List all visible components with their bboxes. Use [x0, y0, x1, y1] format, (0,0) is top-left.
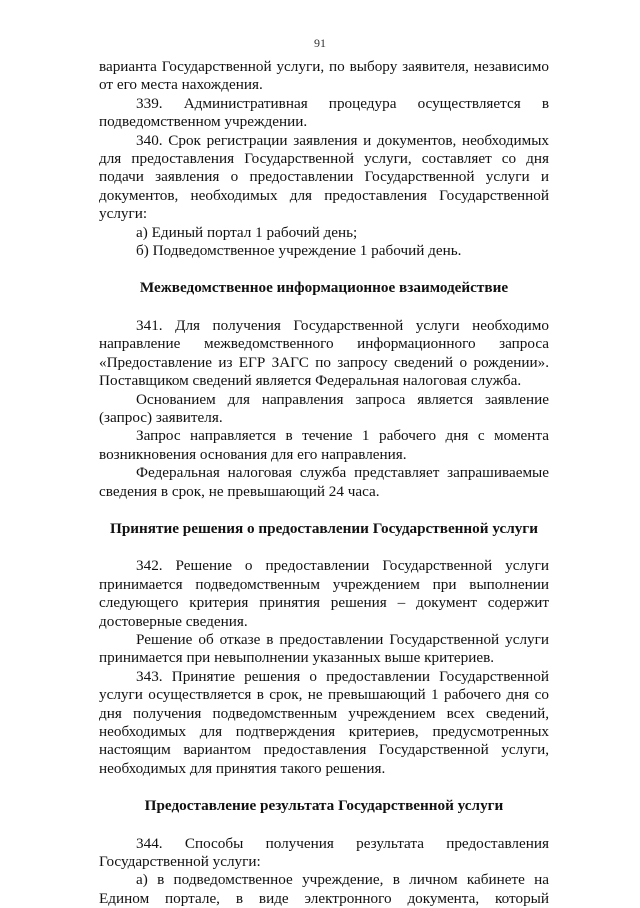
list-item-a: а) Единый портал 1 рабочий день; [136, 223, 358, 241]
section-heading-result: Предоставление результата Государственной услуги [144, 797, 504, 815]
paragraph: Федеральная налоговая служба представляет запрашиваемые сведения в срок, не превышающий 24 часа. [99, 464, 549, 500]
paragraph-344: 344. Способы получения результата предоставления Государственной услуги: [99, 834, 549, 871]
section-heading-decision: Принятие решения о предоставлении Государственной услуги [110, 519, 538, 537]
list-item-b: б) Подведомственное учреждение 1 рабочий день. [136, 242, 462, 260]
paragraph: Основанием для направления запроса является заявление (запрос) заявителя. [99, 390, 549, 426]
paragraph-339: 339. Административная процедура осуществляется в подведомственном учреждении. [99, 94, 549, 131]
paragraph-341: 341. Для получения Государственной услуги необходимо направление межведомственного информационного запроса «Предоставление из ЕГР ЗАГС по запросу сведений о рождении». Поставщиком сведений является Федеральная налоговая служба. [99, 316, 549, 390]
paragraph: Запрос направляется в течение 1 рабочего дня с момента возникновения основания для его направления. [99, 427, 549, 463]
document-body [99, 58, 549, 908]
paragraph: Решение об отказе в предоставлении Государственной услуги принимается при невыполнении указанных выше критериев. [99, 630, 549, 667]
paragraph-343: 343. Принятие решения о предоставлении Государственной услуги осуществляется в срок, не превышающий 1 рабочего дня со дня получения подведомственным учреждением всех сведений, необходимых для подтверждения критериев, предусмотренных настоящим вариантом предоставления Государственной услуги, необходимых для принятия такого решения. [99, 667, 549, 777]
section-heading-interagency: Межведомственное информационное взаимодействие [139, 279, 509, 297]
list-item-a-result: а) в подведомственное учреждение, в личном кабинете на Едином портале, в виде электронного документа, который [99, 871, 549, 907]
paragraph-342: 342. Решение о предоставлении Государственной услуги принимается подведомственным учреждением при выполнении следующего критерия принятия решения – документ содержит достоверные сведения. [99, 557, 549, 630]
paragraph: варианта Государственной услуги, по выбору заявителя, независимо от его места нахождения. [99, 58, 549, 94]
paragraph-340: 340. Срок регистрации заявления и документов, необходимых для предоставления Государственной услуги, составляет со дня подачи заявления о предоставлении Государственной услуги и документов, необходимых для предоставления Государственной услуги: [99, 131, 549, 223]
page-number: 91 [314, 36, 326, 50]
